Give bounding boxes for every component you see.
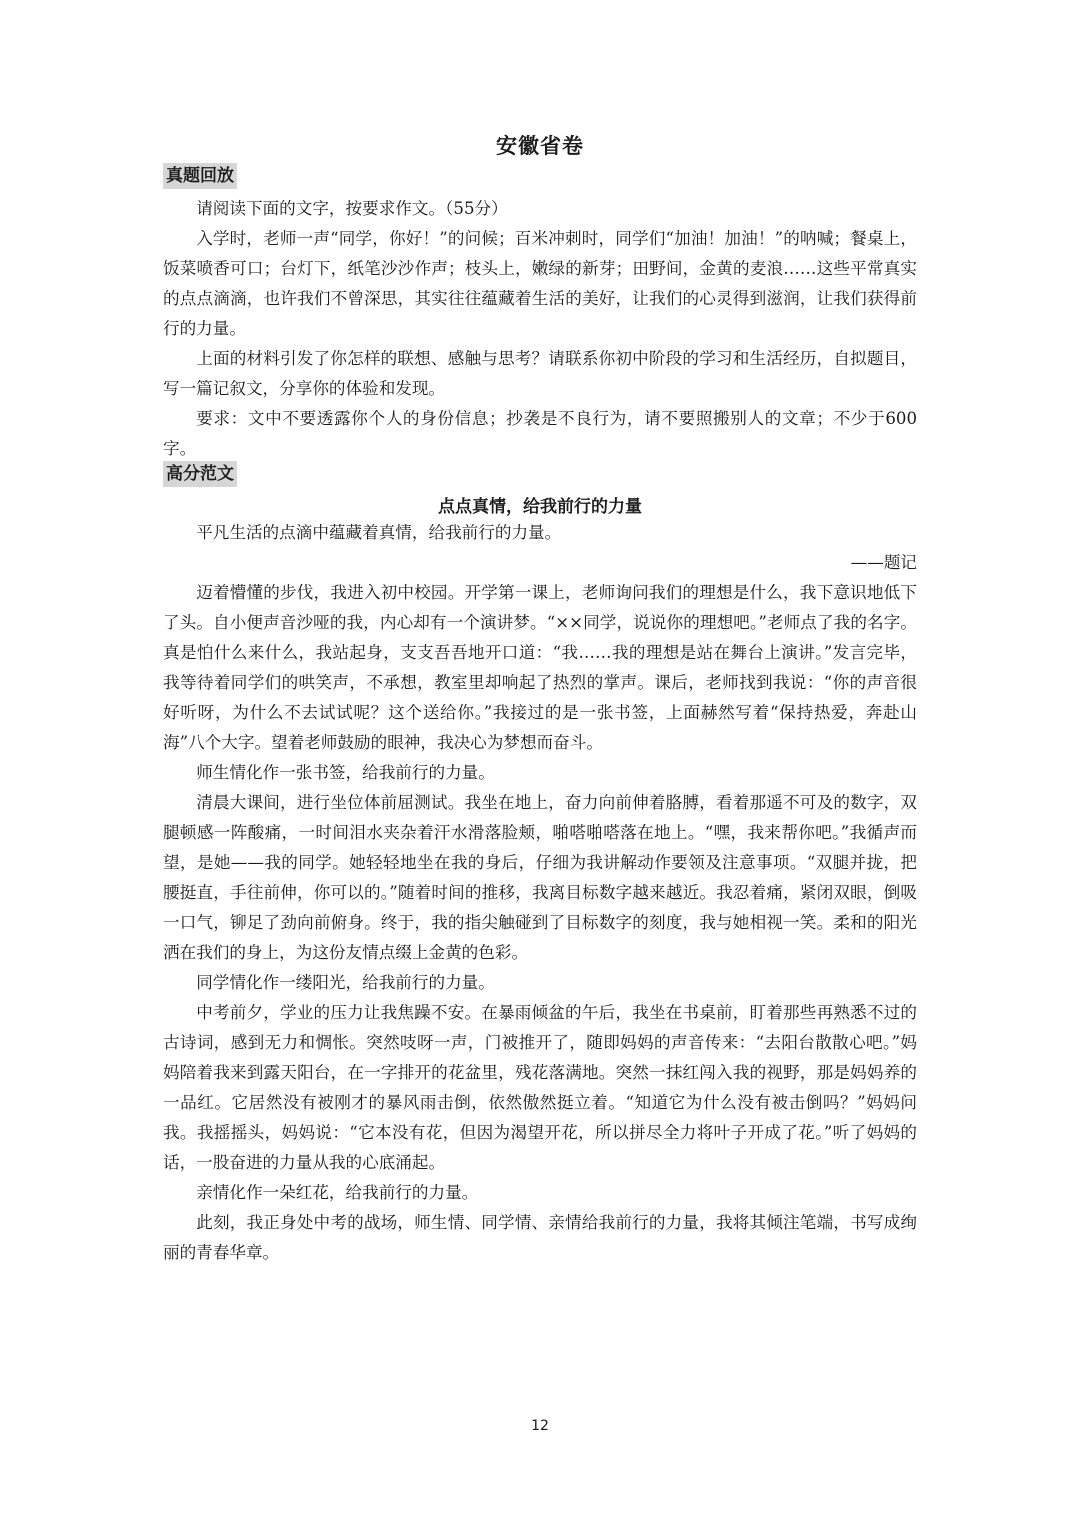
essay-paragraph: 同学情化作一缕阳光，给我前行的力量。 xyxy=(196,973,495,992)
essay-paragraph: 师生情化作一张书签，给我前行的力量。 xyxy=(196,763,495,782)
epigraph xyxy=(163,518,917,578)
essay-body xyxy=(163,578,917,1268)
exam-prompt xyxy=(163,194,917,464)
prompt-question: 上面的材料引发了你怎样的联想、感触与思考？请联系你初中阶段的学习和生活经历，自拟题目，写一篇记叙文，分享你的体验和发现。 xyxy=(163,349,917,398)
page-title: 安徽省卷 xyxy=(496,134,584,158)
essay-title: 点点真情，给我前行的力量 xyxy=(438,497,642,517)
page-number: 12 xyxy=(531,1418,549,1434)
essay-paragraph: 中考前夕，学业的压力让我焦躁不安。在暴雨倾盆的午后，我坐在书桌前，盯着那些再熟悉不过的古诗词，感到无力和惆怅。突然吱呀一声，门被推开了，随即妈妈的声音传来：“去阳台散散心吧。”妈妈陪着我来到露天阳台，在一字排开的花盆里，残花落满地。突然一抹红闯入我的视野，那是妈妈养的一品红。它居然没有被刚才的暴风雨击倒，依然傲然挺立着。“知道它为什么没有被击倒吗？”妈妈问我。我摇摇头，妈妈说：“它本没有花，但因为渴望开花，所以拼尽全力将叶子开成了花。”听了妈妈的话，一股奋进的力量从我的心底涌起。 xyxy=(163,1003,917,1172)
essay-paragraph: 此刻，我正身处中考的战场，师生情、同学情、亲情给我前行的力量，我将其倾注笔端，书写成绚丽的青春华章。 xyxy=(163,1213,917,1262)
essay-paragraph: 迈着懵懂的步伐，我进入初中校园。开学第一课上，老师询问我们的理想是什么，我下意识地低下了头。自小便声音沙哑的我，内心却有一个演讲梦。“××同学，说说你的理想吧。”老师点了我的名字。真是怕什么来什么，我站起身，支支吾吾地开口道：“我……我的理想是站在舞台上演讲。”发言完毕，我等待着同学们的哄笑声，不承想，教室里却响起了热烈的掌声。课后，老师找到我说：“你的声音很好听呀，为什么不去试试呢？这个送给你。”我接过的是一张书签，上面赫然写着“保持热爱，奔赴山海”八个大字。望着老师鼓励的眼神，我决心为梦想而奋斗。 xyxy=(163,583,917,752)
essay-paragraph: 亲情化作一朵红花，给我前行的力量。 xyxy=(196,1183,479,1202)
epigraph-sign: ——题记 xyxy=(850,553,917,572)
prompt-instruction: 请阅读下面的文字，按要求作文。（55分） xyxy=(196,199,508,218)
section-label-exam: 真题回放 xyxy=(163,163,237,189)
epigraph-text: 平凡生活的点滴中蕴藏着真情，给我前行的力量。 xyxy=(196,523,562,542)
essay-paragraph: 清晨大课间，进行坐位体前屈测试。我坐在地上，奋力向前伸着胳膊，看着那遥不可及的数字，双腿顿感一阵酸痛，一时间泪水夹杂着汗水滑落脸颊，啪嗒啪嗒落在地上。“嘿，我来帮你吧。”我循声而望，是她——我的同学。她轻轻地坐在我的身后，仔细为我讲解动作要领及注意事项。“双腿并拢，把腰挺直，手往前伸，你可以的。”随着时间的推移，我离目标数字越来越近。我忍着痛，紧闭双眼，倒吸一口气，铆足了劲向前俯身。终于，我的指尖触碰到了目标数字的刻度，我与她相视一笑。柔和的阳光洒在我们的身上，为这份友情点缀上金黄的色彩。 xyxy=(163,793,917,962)
section-label-sample: 高分范文 xyxy=(163,461,237,487)
prompt-material: 入学时，老师一声“同学，你好！”的问候；百米冲刺时，同学们“加油！加油！”的呐喊；餐桌上，饭菜喷香可口；台灯下，纸笔沙沙作声；枝头上，嫩绿的新芽；田野间，金黄的麦浪……这些平常真实的点点滴滴，也许我们不曾深思，其实往往蕴藏着生活的美好，让我们的心灵得到滋润，让我们获得前行的力量。 xyxy=(163,229,917,338)
prompt-requirements: 要求：文中不要透露你个人的身份信息；抄袭是不良行为，请不要照搬别人的文章；不少于600字。 xyxy=(163,409,917,458)
